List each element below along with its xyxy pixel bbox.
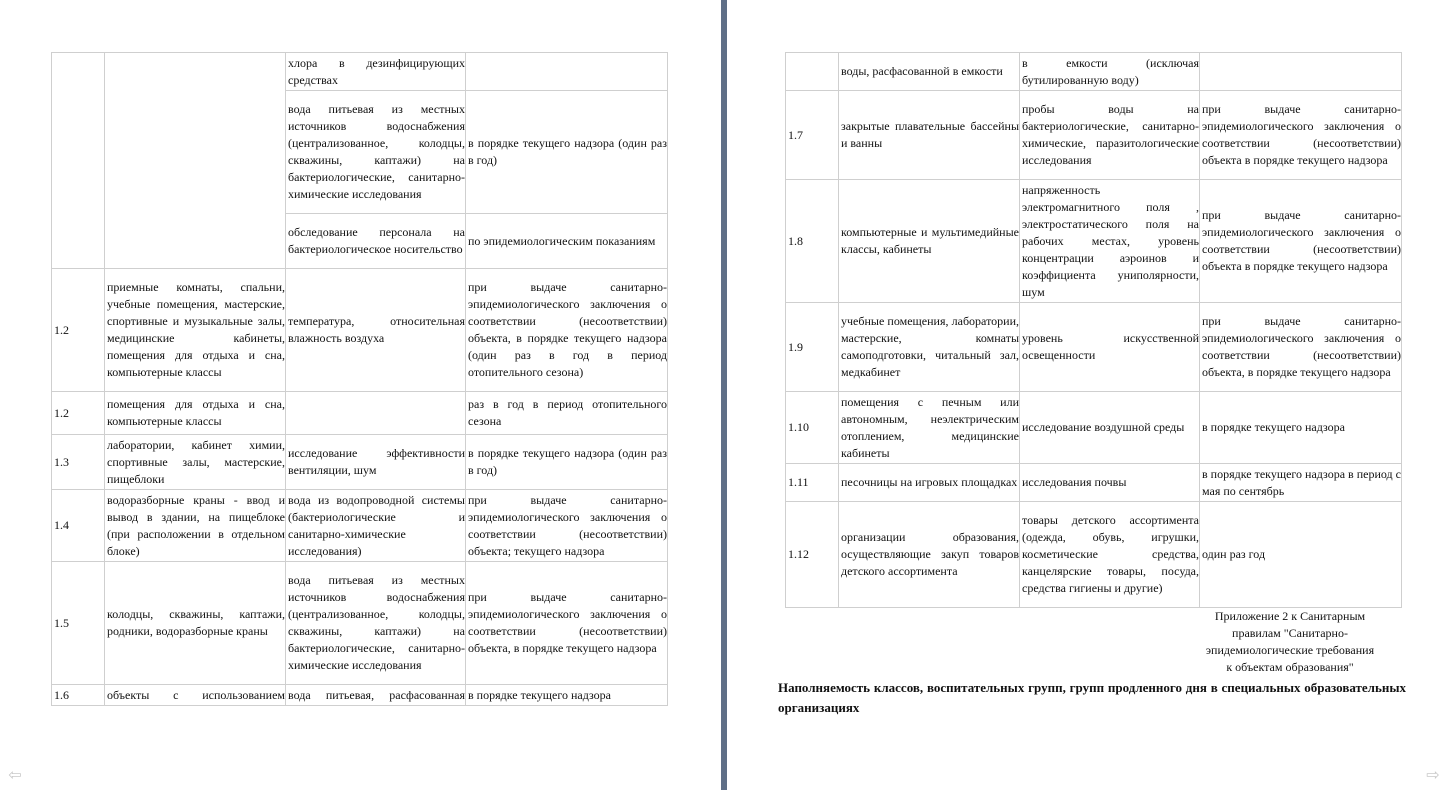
table-row: [786, 392, 1402, 464]
indicator-cell: обследование персонала на бактериологическое носительство: [286, 214, 466, 269]
row-number: [786, 53, 839, 91]
table-row: [786, 53, 1402, 91]
frequency-cell: при выдаче санитарно-эпидемиологического заключения о соответствии (несоответствии) объекта, в порядке текущего надзора (один раз в год в период отопительного сезона): [466, 269, 668, 392]
appendix-note-line: Приложение 2 к Санитарным: [1214, 609, 1366, 623]
indicator-cell: исследования почвы: [1020, 464, 1200, 502]
arrow-left-icon[interactable]: ⇦: [8, 765, 22, 784]
indicator-cell: вода питьевая из местных источников водоснабжения (централизованное, колодцы, скважины, каптажи) на бактериологические, санитарно-химические исследования: [286, 91, 466, 214]
table-row: [52, 562, 668, 685]
indicator-cell: товары детского ассортимента (одежда, обувь, игрушки, косметические средства, канцелярские товары, посуда, средства гигиены и другие): [1020, 502, 1200, 608]
appendix-note: [1160, 608, 1420, 676]
indicator-cell: вода питьевая, расфасованная: [286, 685, 466, 706]
table-row: [52, 269, 668, 392]
indicator-cell: напряженность электромагнитного поля , электростатического поля на рабочих местах, уровень концентрации аэроинов и коэффициента униполярности, шум: [1020, 180, 1200, 303]
appendix-note-line: к объектам образования": [1226, 660, 1354, 674]
object-cell: организации образования, осуществляющие закуп товаров детского ассортимента: [839, 502, 1020, 608]
table-row: [52, 685, 668, 706]
table-row: [52, 435, 668, 490]
object-cell: воды, расфасованной в емкости: [839, 53, 1020, 91]
frequency-cell: в порядке текущего надзора (один раз в год): [466, 91, 668, 214]
row-number: 1.11: [786, 464, 839, 502]
row-number: 1.5: [52, 562, 105, 685]
table-row: [52, 392, 668, 435]
object-cell: помещения для отдыха и сна, компьютерные классы: [105, 392, 286, 435]
frequency-cell: [466, 53, 668, 91]
row-number: 1.7: [786, 91, 839, 180]
frequency-cell: при выдаче санитарно-эпидемиологического заключения о соответствии (несоответствии) объекта, в порядке текущего надзора: [1200, 303, 1402, 392]
frequency-cell: в порядке текущего надзора в период с мая по сентябрь: [1200, 464, 1402, 502]
table-row: [786, 502, 1402, 608]
indicator-cell: хлора в дезинфицирующих средствах: [286, 53, 466, 91]
frequency-cell: раз в год в период отопительного сезона: [466, 392, 668, 435]
object-cell: колодцы, скважины, каптажи, родники, водоразборные краны: [105, 562, 286, 685]
row-number: 1.12: [786, 502, 839, 608]
row-number: 1.3: [52, 435, 105, 490]
object-cell: помещения с печным или автономным, неэлектрическим отоплением, медицинские кабинеты: [839, 392, 1020, 464]
indicator-cell: пробы воды на бактериологические, санитарно-химические, паразитологические исследования: [1020, 91, 1200, 180]
object-cell: объекты с использованием: [105, 685, 286, 706]
appendix-note-line: эпидемиологические требования: [1205, 643, 1375, 657]
table-row: [786, 91, 1402, 180]
row-number: [52, 53, 105, 269]
object-cell: водоразборные краны - ввод и вывод в здании, на пищеблоке (при расположении в отдельном блоке): [105, 490, 286, 562]
indicator-cell: уровень искусственной освещенности: [1020, 303, 1200, 392]
appendix-note-line: правилам "Санитарно-: [1232, 626, 1348, 640]
frequency-cell: [1200, 53, 1402, 91]
monitoring-table-right: [785, 52, 1402, 608]
table-row: [52, 53, 668, 91]
indicator-cell: вода из водопроводной системы (бактериологические и санитарно-химические исследования): [286, 490, 466, 562]
indicator-cell: исследование эффективности вентиляции, шум: [286, 435, 466, 490]
row-number: 1.10: [786, 392, 839, 464]
row-number: 1.2: [52, 392, 105, 435]
frequency-cell: при выдаче санитарно-эпидемиологического заключения о соответствии (несоответствии) объекта; текущего надзора: [466, 490, 668, 562]
indicator-cell: исследование воздушной среды: [1020, 392, 1200, 464]
frequency-cell: при выдаче санитарно-эпидемиологического заключения о соответствии (несоответствии) объекта, в порядке текущего надзора: [466, 562, 668, 685]
object-cell: лаборатории, кабинет химии, спортивные залы, мастерские, пищеблоки: [105, 435, 286, 490]
object-cell: учебные помещения, лаборатории, мастерские, комнаты самоподготовки, читальный зал, медкабинет: [839, 303, 1020, 392]
object-cell: компьютерные и мультимедийные классы, кабинеты: [839, 180, 1020, 303]
row-number: 1.2: [52, 269, 105, 392]
left-page: [0, 0, 721, 790]
frequency-cell: при выдаче санитарно-эпидемиологического заключения о соответствии (несоответствии) объекта в порядке текущего надзора: [1200, 91, 1402, 180]
indicator-cell: [286, 392, 466, 435]
frequency-cell: в порядке текущего надзора: [466, 685, 668, 706]
table-row: [786, 464, 1402, 502]
table-row: [786, 303, 1402, 392]
frequency-cell: один раз год: [1200, 502, 1402, 608]
indicator-cell: в емкости (исключая бутилированную воду): [1020, 53, 1200, 91]
frequency-cell: в порядке текущего надзора: [1200, 392, 1402, 464]
row-number: 1.4: [52, 490, 105, 562]
frequency-cell: при выдаче санитарно-эпидемиологического заключения о соответствии (несоответствии) объекта в порядке текущего надзора: [1200, 180, 1402, 303]
table-row: [786, 180, 1402, 303]
object-cell: приемные комнаты, спальни, учебные помещения, мастерские, спортивные и музыкальные залы, медицинские кабинеты, помещения для отдыха и сна, компьютерные классы: [105, 269, 286, 392]
row-number: 1.6: [52, 685, 105, 706]
arrow-right-icon[interactable]: ⇨: [1426, 765, 1440, 784]
row-number: 1.8: [786, 180, 839, 303]
monitoring-table-left: [51, 52, 668, 706]
object-cell: закрытые плавательные бассейны и ванны: [839, 91, 1020, 180]
table-row: [52, 490, 668, 562]
section-title: Наполняемость классов, воспитательных групп, групп продленного дня в специальных образовательных организациях: [778, 680, 1406, 715]
row-number: 1.9: [786, 303, 839, 392]
frequency-cell: по эпидемиологическим показаниям: [466, 214, 668, 269]
indicator-cell: температура, относительная влажность воздуха: [286, 269, 466, 392]
object-cell: [105, 53, 286, 269]
frequency-cell: в порядке текущего надзора (один раз в год): [466, 435, 668, 490]
indicator-cell: вода питьевая из местных источников водоснабжения (централизованное, колодцы, скважины, каптажи) на бактериологические, санитарно-химические исследования: [286, 562, 466, 685]
object-cell: песочницы на игровых площадках: [839, 464, 1020, 502]
